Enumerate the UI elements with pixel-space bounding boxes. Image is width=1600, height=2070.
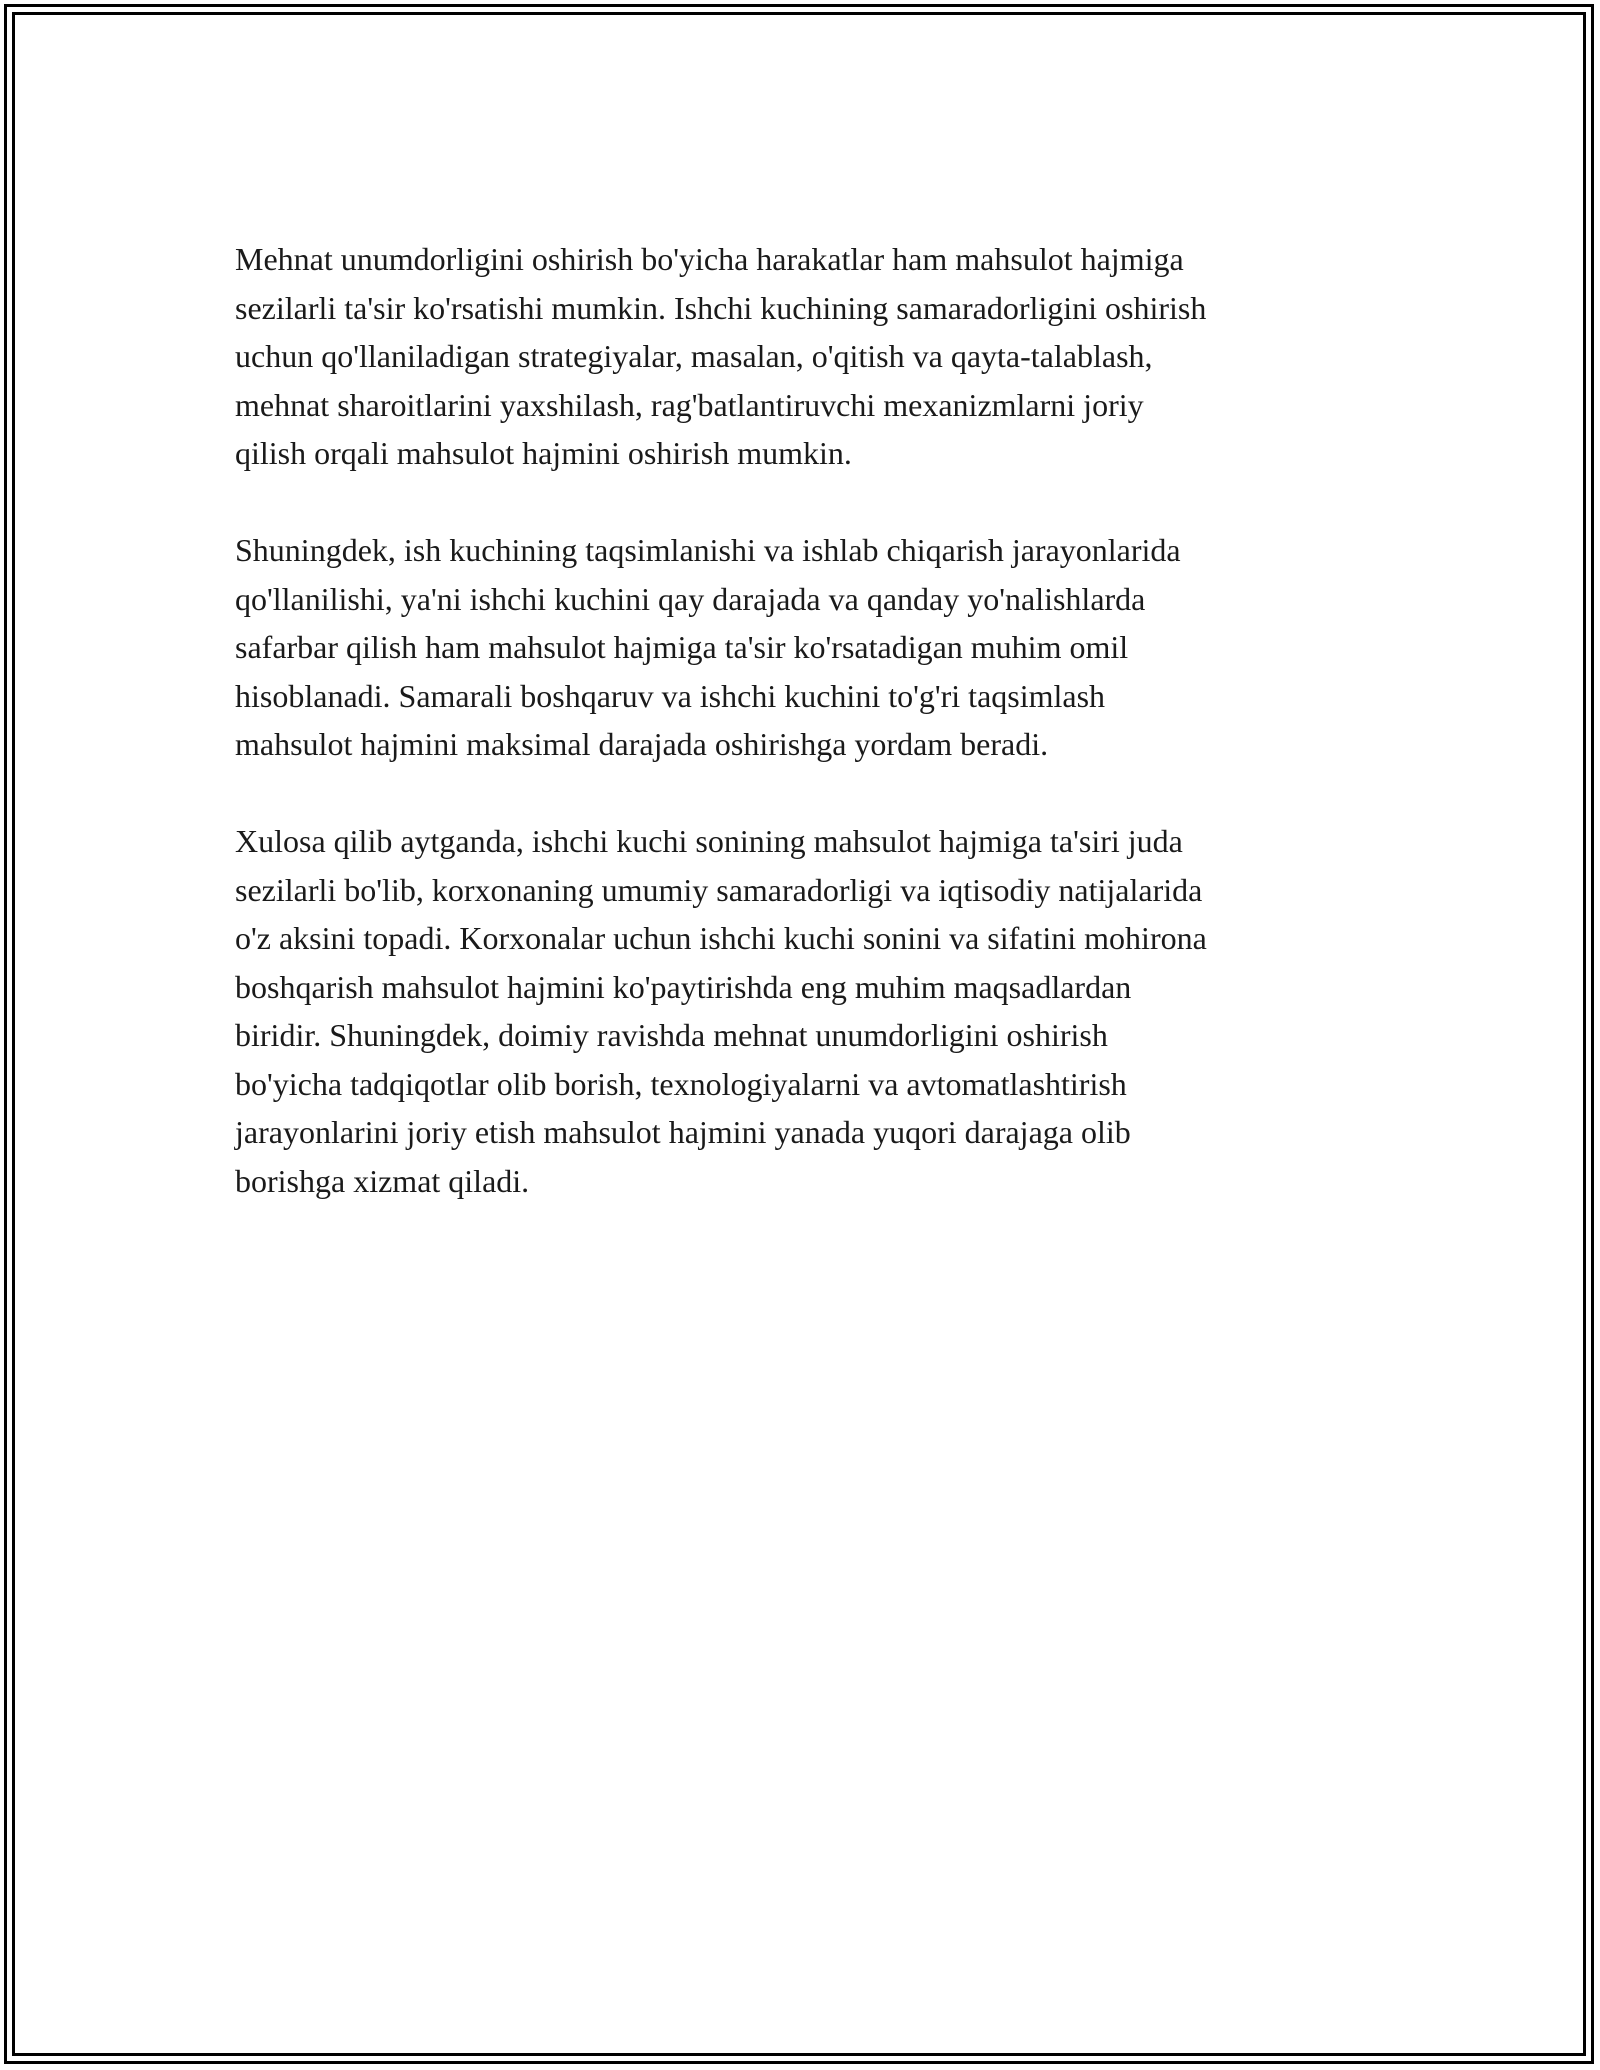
paragraph-conclusion: Xulosa qilib aytganda, ishchi kuchi sonining mahsulot hajmiga ta'siri juda sezilarli bo'lib, korxonaning umumiy samaradorligi va iqtisodiy natijalarida o'z aksini topadi. Korxonalar uchun ishchi kuchi sonini va sifatini mohirona boshqarish mahsulot hajmini ko'paytirishda eng muhim maqsadlardan biridir. Shuningdek, doimiy ravishda mehnat unumdorligini oshirish bo'yicha tadqiqotlar olib borish, texnologiyalarni va avtomatlashtirish jarayonlarini joriy etish mahsulot hajmini yanada yuqori darajaga olib borishga xizmat qiladi. bbox=[235, 823, 1207, 1199]
paragraph-workforce-distribution: Shuningdek, ish kuchining taqsimlanishi va ishlab chiqarish jarayonlarida qo'llanilishi, ya'ni ishchi kuchini qay darajada va qanday yo'nalishlarda safarbar qilish ham mahsulot hajmiga ta'sir ko'rsatadigan muhim omil hisoblanadi. Samarali boshqaruv va ishchi kuchini to'g'ri taqsimlash mahsulot hajmini maksimal darajada oshirishga yordam beradi. bbox=[235, 532, 1181, 762]
document-body bbox=[235, 235, 1360, 1254]
paragraph-labor-productivity: Mehnat unumdorligini oshirish bo'yicha harakatlar ham mahsulot hajmiga sezilarli ta'sir ko'rsatishi mumkin. Ishchi kuchining samaradorligini oshirish uchun qo'llaniladigan strategiyalar, masalan, o'qitish va qayta-talablash, mehnat sharoitlarini yaxshilash, rag'batlantiruvchi mexanizmlarni joriy qilish orqali mahsulot hajmini oshirish mumkin. bbox=[235, 241, 1207, 471]
